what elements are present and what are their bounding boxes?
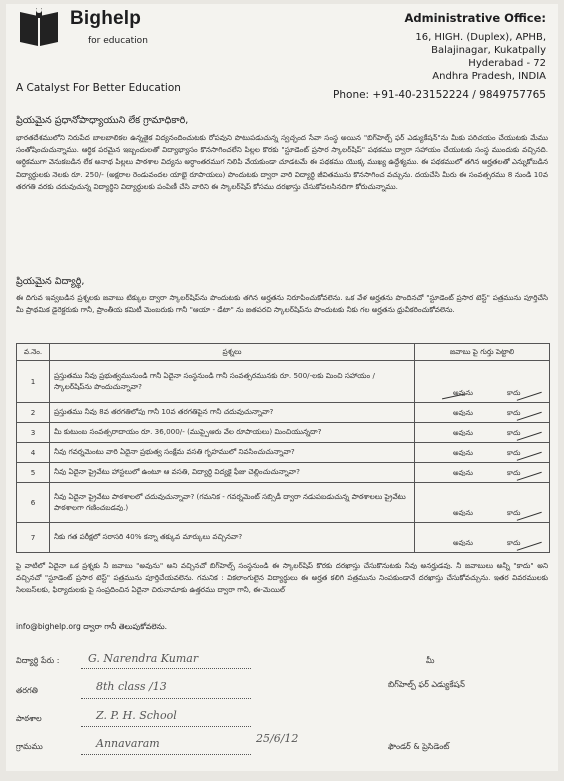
no-option[interactable]: కాదు [507,408,521,417]
table-row [17,443,550,463]
row-question: ప్రస్తుతము నీవు ప్రభుత్వమునుండి గానీ ఏదైనా సంస్థనుండి గానీ సంవత్సరమునకు రూ. 500/-లకు మించి సహాయం / స్కాలర్‌షిప్‌ను పొందుచున్నావా? [50,361,415,403]
tick-mark-icon [514,444,542,461]
row-question: నీవు ఏదైనా ప్రైవేటు హాస్టలులో ఉంటూ ఆ వసతి, విద్యార్థి విద్యకై ఫీజు చెల్లించుచున్నావా? [50,463,415,483]
greeting-student: ప్రియమైన విద్యార్థి, [16,276,85,287]
answer-cell[interactable] [415,523,550,553]
closing-line: మీ [426,656,435,665]
no-option[interactable]: కాదు [507,388,521,397]
student-name-label: విద్యార్థి పేరు : [16,656,60,665]
bighelp-book-logo-icon [16,6,62,50]
table-row [17,423,550,443]
answer-cell[interactable] [415,361,550,403]
yes-option[interactable]: అవును [453,408,473,417]
row-number: 6 [17,483,50,523]
address-line: Balajinagar, Kukatpally [431,45,546,56]
school-label: పాఠశాల [16,714,42,723]
email-line: info@bighelp.org ద్వారా గానీ తెలుపుకోవలెను. [16,622,168,631]
school-value[interactable]: Z. P. H. School [96,709,177,722]
no-option[interactable]: కాదు [507,448,521,457]
tagline: A Catalyst For Better Education [16,82,181,94]
row-question: ప్రస్తుతము నీవు 8వ తరగతిలోపు గానీ 10వ తరగతిపైన గానీ చదువుచున్నావా? [50,403,415,423]
underline [81,754,251,755]
tick-mark-icon [514,464,542,481]
office-address [333,12,546,102]
table-row [17,523,550,553]
row-question: నీవు గవర్నమెంటు వారి ఏదైనా ప్రభుత్వ సంక్షేమ వసతి గృహములో నివసించుచున్నావా? [50,443,415,463]
tick-mark-icon [514,424,542,441]
village-label: గ్రామము [16,742,43,751]
class-value[interactable]: 8th class /13 [96,680,167,693]
village-value[interactable]: Annavaram [96,737,160,750]
row-number: 7 [17,523,50,553]
no-option[interactable]: కాదు [507,508,521,517]
col-header-number: వ.నెం. [17,344,50,361]
questions-table [16,343,550,553]
row-number: 4 [17,443,50,463]
table-row [17,483,550,523]
table-header-row [17,344,550,361]
intro-paragraph: భారతదేశములోని నిరుపేద బాలబాలికల ఉన్నతైక విద్యనందించుటకు రోపవుని పొటుపడుచున్న స్వచ్ఛంద సేవా సంస్థ అయిన "బిగ్‌హెల్ప్ ఫర్ ఎడ్యుకేషన్"ను మీకు పరిచయం చేయుటకు మేము సంతోషించుచున్నాము. ఆర్థిక పరమైన ఇబ్బందులతో విద్యాభ్యాసం కొనసాగించలేని పిల్లల కొరకు "స్టూడెంట్ ప్రసార స్కాలర్‌షిప్" పథకము ద్వారా సహాయం చేయుటకు సంస్థ ముందుకు వచ్చినది. ఆర్థికముగా వెనుకబడిన లేక అనాథ పిల్లలు పాఠశాల విద్యను అర్ధాంతరముగ నిలిపి వేయకుండా చూడటమే ఈ పథకము యొక్క ముఖ్య ఉద్దేశ్యము. ఈ పథకములో తగిన అర్హతలతో ఎన్నుకోబడిన విద్యార్థులకు నెలకు రూ. 250/- (అక్షరాల రెండువందల యాభై రూపాయలు) పొందుటకు ద్వారా వారి విద్యార్థి జీవితమును కొనసాగించ వచ్చును. దయచేసి మీరు ఈ సంవత్సరము 8 నుండి 10వ తరగతి వరకు చదువుచున్న విద్యార్థిని విద్యార్థులకు పంపిణీ చేసి వారిని ఈ స్కాలర్‌షిప్ కోసము దరఖాస్తు చేసుకోవలసినదిగా కోరుచున్నాము. [16,133,548,191]
address-line: Hyderabad - 72 [468,58,546,69]
student-name-value[interactable]: G. Narendra Kumar [88,652,199,665]
underline [81,698,251,699]
row-number: 3 [17,423,50,443]
row-number: 1 [17,361,50,403]
answer-cell[interactable] [415,423,550,443]
yes-option[interactable]: అవును [453,448,473,457]
table-row [17,463,550,483]
answer-cell[interactable] [415,483,550,523]
answer-cell[interactable] [415,443,550,463]
organization-name: బిగ్‌హెల్ప్ ఫర్ ఎడ్యుకేషన్ [388,680,465,689]
table-row [17,361,550,403]
yes-option[interactable]: అవును [453,388,473,397]
yes-option[interactable]: అవును [453,468,473,477]
phone-number: Phone: +91-40-23152224 / 9849757765 [333,89,546,101]
row-question: మీ కుటుంబ సంవత్సరాదాయం రూ. 36,000/- (ముప్పైఆరు వేల రూపాయలు) మించియున్నదా? [50,423,415,443]
tick-mark-icon [514,534,542,551]
underline [81,668,251,669]
yes-option[interactable]: అవును [453,508,473,517]
underline [81,726,251,727]
eligibility-paragraph: పై వాటిలో ఏదైనా ఒక ప్రశ్నకు నీ జవాబు "అవును" అని వచ్చినచో బిగ్‌హెల్ప్ సంస్థనుండి ఈ స్కాలర్‌షిప్ కొరకు దరఖాస్తు చేసుకొనుటకు నీవు అనర్హుడవు. నీ జవాబులు అన్నీ "కాదు" అని వచ్చినచో "స్టూడెంట్ ప్రసార టెస్ట్" పత్రమును పూర్తిచేయవలెను. గమనిక : వికలాంగులైన విద్యార్థులు ఈ అర్హత కలిగి పత్రమును నింపకుండానే దరఖాస్తు చేసుకోవచ్చును. ఇతర వివరములకు సిలబస్‌లకు, ఫిర్యాదులకు పై సంప్రదించిన ఏదైనా చిరునామాకు ఉత్తరము ద్వారా గానీ, ఈ-మెయిల్ [16,561,548,595]
brand-name: Bighelp [70,8,142,29]
table-row [17,403,550,423]
date-value: 25/6/12 [256,732,299,745]
founder-title: ఫౌండర్ & ప్రెసిడెంట్ [388,742,450,751]
row-number: 5 [17,463,50,483]
row-question: నీకు గత పరీక్షలో సరాసరి 40% కన్నా తక్కువ మార్కులు వచ్చినవా? [50,523,415,553]
letter-page [6,4,558,771]
tick-mark-icon [514,504,542,521]
yes-option[interactable]: అవును [453,538,473,547]
col-header-answer: జవాబు పై గుర్తు పెట్టాలి [415,344,550,361]
no-option[interactable]: కాదు [507,538,521,547]
tick-mark-icon [514,404,542,421]
address-line: Andhra Pradesh, INDIA [432,71,546,82]
tick-mark-icon [514,384,542,401]
row-question: నీవు ఏదైనా ప్రైవేటు పాఠశాలలో చదువుచున్నావా? (గమనిక - గవర్నమెంట్ సబ్సిడీ ద్వారా నడుపబడుచున్న పాఠశాలలు ప్రైవేటు పాఠశాలగా గణించబడవు.) [50,483,415,523]
greeting-headmaster: ప్రియమైన ప్రధానోపాధ్యాయుని లేక గ్రామాధికారి, [16,115,189,126]
address-line: 16, HIGH. (Duplex), APHB, [415,32,546,43]
col-header-question: ప్రశ్నలు [50,344,415,361]
office-title: Administrative Office: [404,11,546,25]
answer-cell[interactable] [415,403,550,423]
yes-option[interactable]: అవును [453,428,473,437]
brand-subtitle: for education [88,36,148,46]
row-number: 2 [17,403,50,423]
no-option[interactable]: కాదు [507,468,521,477]
answer-cell[interactable] [415,463,550,483]
no-option[interactable]: కాదు [507,428,521,437]
instructions-paragraph: ఈ దిగువ ఇవ్వబడిన ప్రశ్నలకు జవాబు టిక్కుల ద్వారా స్కాలర్‌షిప్‌ను పొందుటకు తగిన అర్హతను నిరూపించుకోవలెను. ఒక వేళ అర్హతను పొందినచో "స్టూడెంట్ ప్రసార టెస్ట్" పత్రమును పూర్తిచేసి మీ ప్రాథమిక డైరెక్టరుకు గానీ, ప్రాంతీయ కమిటీ మెంబరుకు గానీ "ఆయా - డేటా" ను జతపరచి స్కాలర్‌షిప్‌ను పొందుటకు నీకు గల అర్హతను ధ్రువీకరించుకోవలెను. [16,293,548,315]
class-label: తరగతి [16,686,38,695]
